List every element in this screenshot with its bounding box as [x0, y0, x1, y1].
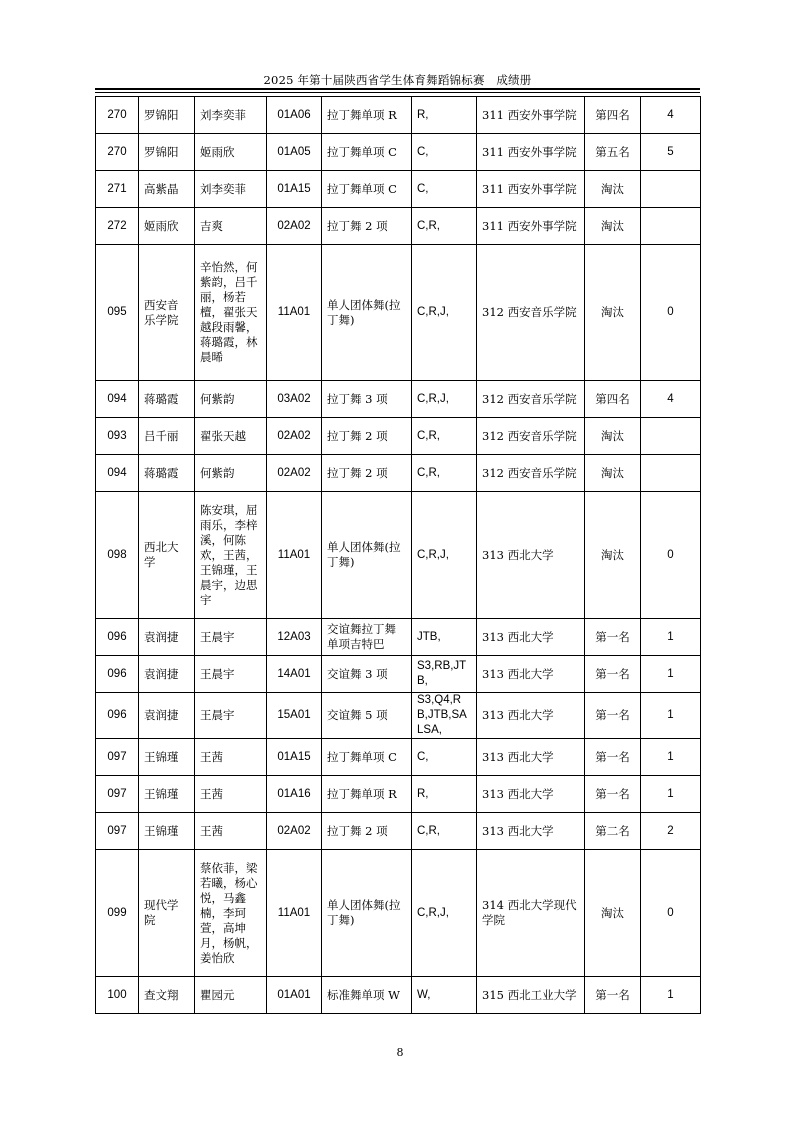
names-cell: 陈安琪，屈雨乐，李梓溪，何陈欢，王茜，王锦瑾，王晨宇，边思宇 [195, 492, 267, 619]
table-row [96, 134, 701, 171]
names-cell: 刘李奕菲 [195, 97, 267, 134]
table-row [96, 977, 701, 1014]
names-cell: 王茜 [195, 813, 267, 850]
names-cell: 刘李奕菲 [195, 171, 267, 208]
row-id-cell: 097 [96, 776, 139, 813]
team-cell: 蒋璐霞 [139, 381, 195, 418]
unit-cell: 313 西北大学 [477, 619, 585, 656]
row-id-cell: 098 [96, 492, 139, 619]
event-code-cell: 14A01 [267, 656, 322, 693]
result-cell: 淘汰 [585, 208, 641, 245]
result-cell: 第一名 [585, 656, 641, 693]
dances-cell: S3,RB,JTB, [412, 656, 477, 693]
team-cell: 王锦瑾 [139, 776, 195, 813]
table-row [96, 208, 701, 245]
score-cell: 1 [641, 776, 701, 813]
team-cell: 西北大学 [139, 492, 195, 619]
event-name-cell: 交谊舞 5 项 [322, 693, 412, 739]
result-cell: 第四名 [585, 97, 641, 134]
dances-cell: C,R, [412, 813, 477, 850]
dances-cell: C,R,J, [412, 381, 477, 418]
unit-cell: 312 西安音乐学院 [477, 245, 585, 381]
event-code-cell: 11A01 [267, 492, 322, 619]
event-code-cell: 01A05 [267, 134, 322, 171]
team-cell: 袁润捷 [139, 693, 195, 739]
event-code-cell: 02A02 [267, 455, 322, 492]
table-row [96, 739, 701, 776]
team-cell: 罗锦阳 [139, 97, 195, 134]
event-code-cell: 11A01 [267, 850, 322, 977]
event-name-cell: 交谊舞拉丁舞单项吉特巴 [322, 619, 412, 656]
score-cell: 1 [641, 977, 701, 1014]
names-cell: 翟张天越 [195, 418, 267, 455]
row-id-cell: 093 [96, 418, 139, 455]
result-cell: 淘汰 [585, 850, 641, 977]
dances-cell: C,R,J, [412, 850, 477, 977]
event-code-cell: 01A06 [267, 97, 322, 134]
score-cell: 4 [641, 97, 701, 134]
names-cell: 王晨宇 [195, 619, 267, 656]
team-cell: 查文翔 [139, 977, 195, 1014]
names-cell: 王茜 [195, 776, 267, 813]
team-cell: 现代学院 [139, 850, 195, 977]
header-rule-thick [95, 88, 700, 90]
team-cell: 高紫晶 [139, 171, 195, 208]
table-row [96, 418, 701, 455]
names-cell: 王晨宇 [195, 693, 267, 739]
row-id-cell: 094 [96, 455, 139, 492]
score-cell: 0 [641, 245, 701, 381]
event-name-cell: 单人团体舞(拉丁舞) [322, 492, 412, 619]
result-cell: 第一名 [585, 776, 641, 813]
unit-cell: 313 西北大学 [477, 656, 585, 693]
team-cell: 王锦瑾 [139, 813, 195, 850]
event-name-cell: 标准舞单项 W [322, 977, 412, 1014]
event-name-cell: 拉丁舞单项 C [322, 739, 412, 776]
dances-cell: C,R, [412, 208, 477, 245]
names-cell: 何紫韵 [195, 381, 267, 418]
unit-cell: 312 西安音乐学院 [477, 455, 585, 492]
table-row [96, 776, 701, 813]
team-cell: 袁润捷 [139, 656, 195, 693]
dances-cell: C, [412, 171, 477, 208]
row-id-cell: 095 [96, 245, 139, 381]
names-cell: 王茜 [195, 739, 267, 776]
row-id-cell: 270 [96, 134, 139, 171]
event-code-cell: 01A16 [267, 776, 322, 813]
dances-cell: C,R,J, [412, 245, 477, 381]
unit-cell: 312 西安音乐学院 [477, 418, 585, 455]
row-id-cell: 271 [96, 171, 139, 208]
unit-cell: 313 西北大学 [477, 492, 585, 619]
row-id-cell: 099 [96, 850, 139, 977]
unit-cell: 311 西安外事学院 [477, 208, 585, 245]
row-id-cell: 097 [96, 739, 139, 776]
dances-cell: W, [412, 977, 477, 1014]
result-cell: 第五名 [585, 134, 641, 171]
event-name-cell: 拉丁舞单项 R [322, 776, 412, 813]
unit-cell: 311 西安外事学院 [477, 171, 585, 208]
event-name-cell: 拉丁舞单项 C [322, 171, 412, 208]
unit-cell: 311 西安外事学院 [477, 134, 585, 171]
names-cell: 蔡依菲，梁若曦，杨心悦，马鑫楠，李珂萱，高坤月，杨帆，姜怡欣 [195, 850, 267, 977]
result-cell: 第一名 [585, 977, 641, 1014]
names-cell: 瞿园元 [195, 977, 267, 1014]
row-id-cell: 094 [96, 381, 139, 418]
score-cell: 2 [641, 813, 701, 850]
event-name-cell: 拉丁舞 2 项 [322, 813, 412, 850]
team-cell: 吕千丽 [139, 418, 195, 455]
team-cell: 袁润捷 [139, 619, 195, 656]
page-number: 8 [396, 1046, 404, 1059]
result-cell: 第四名 [585, 381, 641, 418]
row-id-cell: 100 [96, 977, 139, 1014]
header-rule-thin [95, 92, 700, 93]
score-cell [641, 455, 701, 492]
event-code-cell: 02A02 [267, 813, 322, 850]
dances-cell: R, [412, 776, 477, 813]
table-row [96, 813, 701, 850]
score-cell: 1 [641, 619, 701, 656]
dances-cell: C,R, [412, 455, 477, 492]
row-id-cell: 272 [96, 208, 139, 245]
event-code-cell: 01A01 [267, 977, 322, 1014]
results-table [95, 96, 701, 1014]
table-row [96, 850, 701, 977]
score-cell: 0 [641, 492, 701, 619]
score-cell: 5 [641, 134, 701, 171]
event-code-cell: 01A15 [267, 171, 322, 208]
event-code-cell: 02A02 [267, 418, 322, 455]
names-cell: 辛怡然，何紫韵，吕千丽，杨若檀，翟张天越段雨馨，蒋璐霞，林晨晞 [195, 245, 267, 381]
result-cell: 第一名 [585, 619, 641, 656]
unit-cell: 313 西北大学 [477, 776, 585, 813]
team-cell: 王锦瑾 [139, 739, 195, 776]
names-cell: 吉爽 [195, 208, 267, 245]
dances-cell: C, [412, 134, 477, 171]
table-row [96, 656, 701, 693]
table-row [96, 619, 701, 656]
result-cell: 第二名 [585, 813, 641, 850]
table-row [96, 97, 701, 134]
team-cell: 西安音乐学院 [139, 245, 195, 381]
row-id-cell: 270 [96, 97, 139, 134]
names-cell: 姬雨欣 [195, 134, 267, 171]
table-row [96, 693, 701, 739]
score-cell: 1 [641, 739, 701, 776]
dances-cell: JTB, [412, 619, 477, 656]
event-code-cell: 02A02 [267, 208, 322, 245]
unit-cell: 312 西安音乐学院 [477, 381, 585, 418]
event-name-cell: 单人团体舞(拉丁舞) [322, 850, 412, 977]
event-name-cell: 拉丁舞单项 C [322, 134, 412, 171]
event-name-cell: 单人团体舞(拉丁舞) [322, 245, 412, 381]
table-row [96, 245, 701, 381]
event-name-cell: 拉丁舞 2 项 [322, 208, 412, 245]
table-row [96, 171, 701, 208]
result-cell: 第一名 [585, 693, 641, 739]
row-id-cell: 097 [96, 813, 139, 850]
dances-cell: C,R,J, [412, 492, 477, 619]
result-cell: 淘汰 [585, 455, 641, 492]
row-id-cell: 096 [96, 656, 139, 693]
result-cell: 第一名 [585, 739, 641, 776]
score-cell [641, 208, 701, 245]
dances-cell: C, [412, 739, 477, 776]
score-cell: 4 [641, 381, 701, 418]
team-cell: 蒋璐霞 [139, 455, 195, 492]
unit-cell: 313 西北大学 [477, 693, 585, 739]
event-name-cell: 拉丁舞 3 项 [322, 381, 412, 418]
team-cell: 姬雨欣 [139, 208, 195, 245]
event-name-cell: 拉丁舞单项 R [322, 97, 412, 134]
document-header: 2025 年第十届陕西省学生体育舞蹈锦标赛 成绩册 [263, 73, 532, 87]
team-cell: 罗锦阳 [139, 134, 195, 171]
dances-cell: S3,Q4,RB,JTB,SALSA, [412, 693, 477, 739]
event-code-cell: 12A03 [267, 619, 322, 656]
row-id-cell: 096 [96, 619, 139, 656]
result-cell: 淘汰 [585, 245, 641, 381]
result-cell: 淘汰 [585, 171, 641, 208]
score-cell: 1 [641, 693, 701, 739]
table-row [96, 381, 701, 418]
result-cell: 淘汰 [585, 418, 641, 455]
event-name-cell: 交谊舞 3 项 [322, 656, 412, 693]
dances-cell: C,R, [412, 418, 477, 455]
event-code-cell: 01A15 [267, 739, 322, 776]
event-code-cell: 03A02 [267, 381, 322, 418]
event-name-cell: 拉丁舞 2 项 [322, 455, 412, 492]
unit-cell: 311 西安外事学院 [477, 97, 585, 134]
score-cell [641, 171, 701, 208]
event-name-cell: 拉丁舞 2 项 [322, 418, 412, 455]
unit-cell: 313 西北大学 [477, 739, 585, 776]
score-cell [641, 418, 701, 455]
score-cell: 0 [641, 850, 701, 977]
event-code-cell: 11A01 [267, 245, 322, 381]
unit-cell: 313 西北大学 [477, 813, 585, 850]
table-row [96, 455, 701, 492]
result-cell: 淘汰 [585, 492, 641, 619]
unit-cell: 314 西北大学现代学院 [477, 850, 585, 977]
names-cell: 王晨宇 [195, 656, 267, 693]
dances-cell: R, [412, 97, 477, 134]
event-code-cell: 15A01 [267, 693, 322, 739]
score-cell: 1 [641, 656, 701, 693]
names-cell: 何紫韵 [195, 455, 267, 492]
row-id-cell: 096 [96, 693, 139, 739]
table-row [96, 492, 701, 619]
unit-cell: 315 西北工业大学 [477, 977, 585, 1014]
